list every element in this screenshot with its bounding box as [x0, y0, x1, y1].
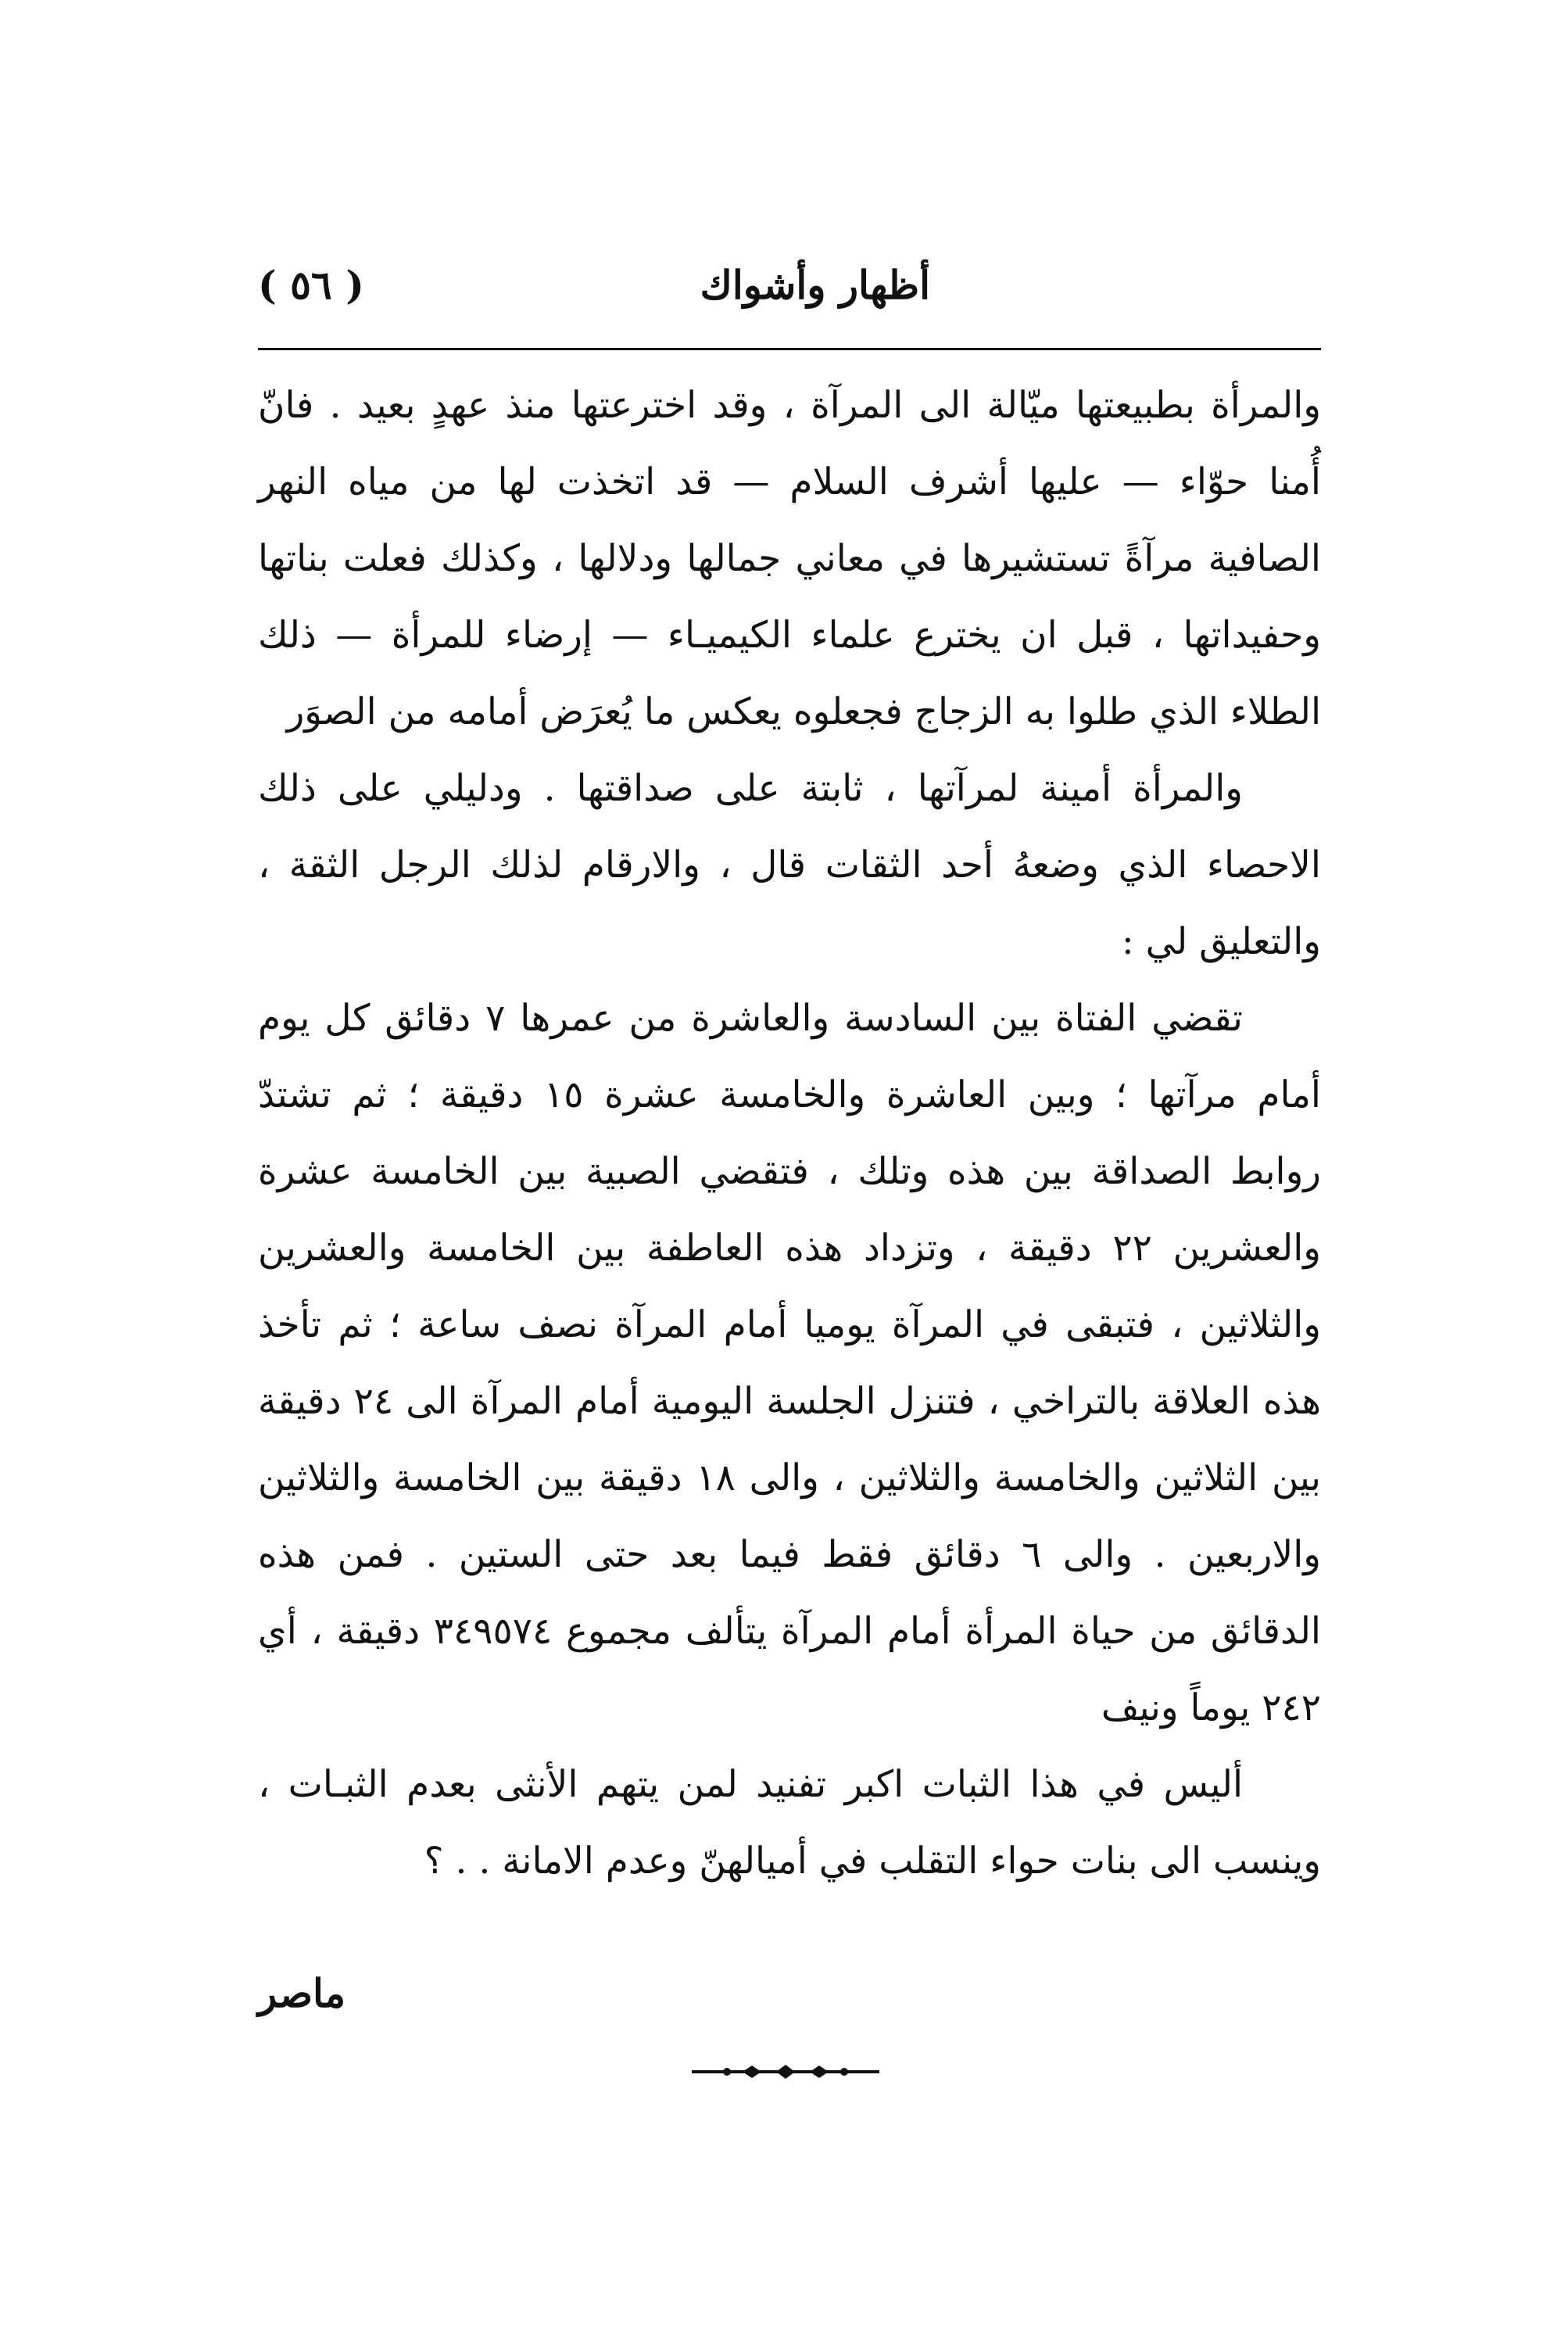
author-signature: ماصر — [258, 1970, 346, 2016]
page-number: ( ٥٦ ) — [258, 262, 364, 308]
paragraph-2: والمرأة أمينة لمرآتها ، ثابتة على صداقتها . ودليلي على ذلك الاحصاء الذي وضعهُ أحد الثقات قال ، والارقام لذلك الرجل الثقة ، والتعليق لي : — [258, 767, 1321, 963]
running-title: أظهار وأشواك — [700, 262, 930, 308]
page-header — [258, 262, 1321, 340]
end-ornament-icon — [688, 2060, 883, 2084]
paragraph-4: أليس في هذا الثبات اكبر تفنيد لمن يتهم الأنثى بعدم الثبـات ، وينسب الى بنات حواء التقلب في أميالهنّ وعدم الامانة . . ؟ — [258, 1763, 1321, 1883]
header-divider — [258, 348, 1321, 350]
article-body — [258, 367, 1321, 1900]
paragraph-1: والمرأة بطبيعتها ميّالة الى المرآة ، وقد اخترعتها منذ عهدٍ بعيد . فانّ أُمنا حوّاء — عليها أشرف السلام — قد اتخذت لها من مياه النهر الصافية مرآةً تستشيرها في معاني جمالها ودلالها ، وكذلك فعلت بناتها وحفيداتها ، قبل ان يخترع علماء الكيميـاء — إرضاء للمرأة — ذلك الطلاء الذي طلوا به الزجاج فجعلوه يعكس ما يُعرَض أمامه من الصوَر — [258, 384, 1321, 733]
paragraph-3: تقضي الفتاة بين السادسة والعاشرة من عمرها ٧ دقائق كل يوم أمام مرآتها ؛ وبين العاشرة والخامسة عشرة ١٥ دقيقة ؛ ثم تشتدّ روابط الصداقة بين هذه وتلك ، فتقضي الصبية بين الخامسة عشرة والعشرين ٢٢ دقيقة ، وتزداد هذه العاطفة بين الخامسة والعشرين والثلاثين ، فتبقى في المرآة يوميا أمام المرآة نصف ساعة ؛ ثم تأخذ هذه العلاقة بالتراخي ، فتنزل الجلسة اليومية أمام المرآة الى ٢٤ دقيقة بين الثلاثين والخامسة والثلاثين ، والى ١٨ دقيقة بين الخامسة والثلاثين والاربعين . والى ٦ دقائق فقط فيما بعد حتى الستين . فمن هذه الدقائق من حياة المرأة أمام المرآة يتألف مجموع ٣٤٩٥٧٤ دقيقة ، أي ٢٤٢ يوماً ونيف — [258, 997, 1321, 1729]
